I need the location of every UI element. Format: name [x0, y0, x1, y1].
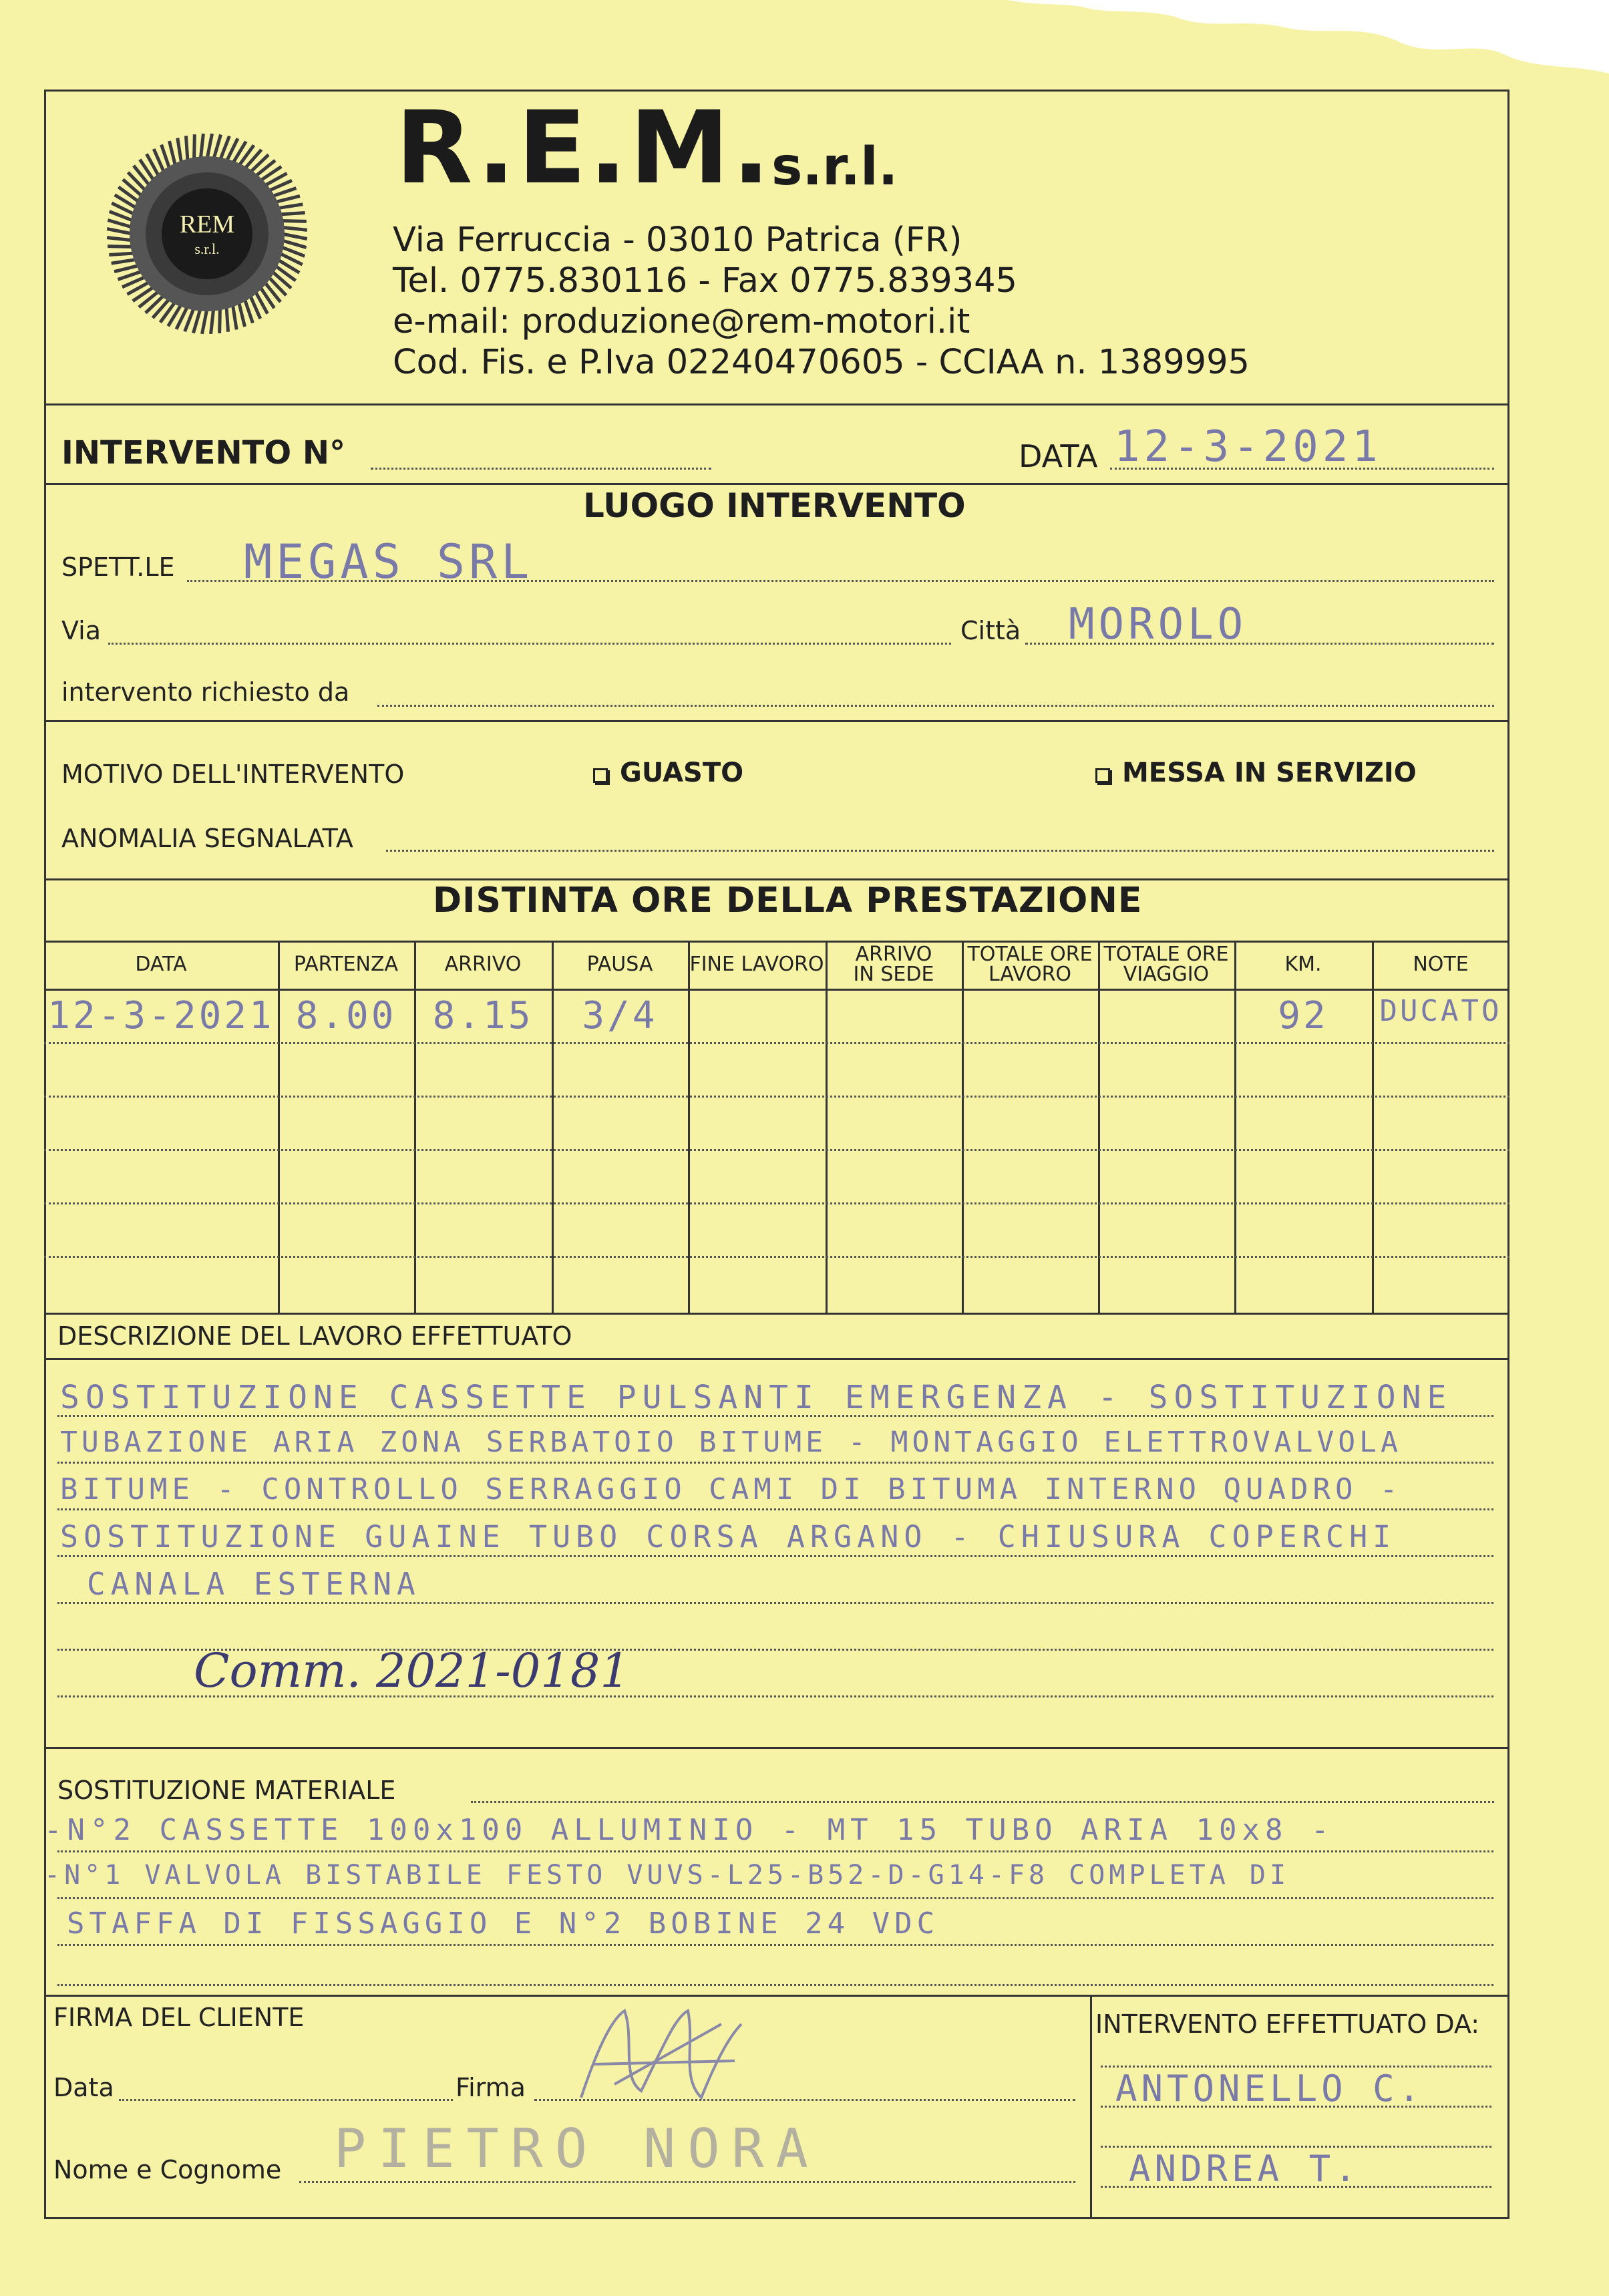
- logo-tooth: [186, 136, 188, 161]
- divider: [44, 720, 1509, 722]
- table-header-cell: TOTALE ORE LAVORO: [967, 943, 1093, 986]
- table-cell: 8.15: [432, 994, 534, 1037]
- divider: [44, 1995, 1509, 1997]
- messa-in-servizio-checkbox[interactable]: [1095, 758, 1417, 788]
- work-line-rule: [57, 1462, 1493, 1464]
- torn-corner: [1008, 0, 1609, 73]
- data-line: [119, 2099, 453, 2101]
- table-header-cell: ARRIVO: [444, 953, 522, 976]
- date-value: 12-3-2021: [1114, 422, 1382, 472]
- company-suffix: s.r.l.: [771, 137, 898, 197]
- signature-divider: [1090, 1995, 1092, 2219]
- logo-tooth: [282, 240, 307, 248]
- form-frame: [44, 90, 1509, 2219]
- company-email: e-mail: produzione@rem-motori.it: [393, 302, 970, 341]
- company-phone: Tel. 0775.830116 - Fax 0775.839345: [393, 261, 1017, 301]
- logo-tooth: [279, 212, 305, 214]
- via-line: [108, 643, 951, 645]
- citta-value: MOROLO: [1069, 600, 1248, 649]
- logo-tooth: [282, 234, 307, 238]
- logo-tooth: [107, 238, 132, 240]
- client-signature-scribble: [561, 1997, 755, 2111]
- anomaly-line: [386, 850, 1494, 852]
- intervention-number-label: INTERVENTO N°: [61, 434, 346, 472]
- materials-line-rule: [57, 1850, 1493, 1852]
- table-header-cell: TOTALE ORE VIAGGIO: [1103, 943, 1229, 986]
- anomaly-label: ANOMALIA SEGNALATA: [61, 824, 353, 853]
- logo-tooth: [202, 309, 207, 334]
- logo-tooth: [211, 309, 214, 334]
- logo-tooth: [107, 229, 132, 234]
- materials-line-rule: [57, 1897, 1493, 1899]
- company-address: Via Ferruccia - 03010 Patrica (FR): [393, 220, 962, 260]
- materials-line: STAFFA DI FISSAGGIO E N°2 BOBINE 24 VDC: [67, 1907, 940, 1941]
- work-line: SOSTITUZIONE GUAINE TUBO CORSA ARGANO - CHIUSURA COPERCHI: [60, 1519, 1397, 1554]
- materials-line-rule: [57, 1984, 1493, 1986]
- logo-text: REM: [179, 210, 235, 238]
- requested-by-line: [377, 705, 1494, 707]
- order-reference: Comm. 2021-0181: [194, 1643, 630, 1698]
- table-cell: 12-3-2021: [47, 994, 275, 1037]
- work-line-rule: [57, 1508, 1493, 1510]
- checkbox-icon: [593, 768, 608, 783]
- table-header-line: [44, 989, 1509, 991]
- work-line: CANALA ESTERNA: [87, 1566, 421, 1602]
- table-header-cell: ARRIVO IN SEDE: [853, 943, 934, 986]
- table-cell: 8.00: [295, 994, 397, 1037]
- via-label: Via: [61, 616, 102, 645]
- rem-logo-icon: [100, 127, 314, 341]
- work-line-rule: [57, 1602, 1493, 1604]
- spett-value: MEGAS SRL: [244, 534, 534, 589]
- logo-tooth: [214, 134, 221, 159]
- work-line-rule: [57, 1555, 1493, 1557]
- hours-title: DISTINTA ORE DELLA PRESTAZIONE: [433, 880, 1143, 921]
- company-tax: Cod. Fis. e P.Iva 02240470605 - CCIAA n. 1389995: [393, 343, 1250, 382]
- table-cell: DUCATO: [1379, 994, 1502, 1028]
- name-label: Nome e Cognome: [53, 2155, 282, 2184]
- table-header-cell: DATA: [135, 953, 187, 976]
- requested-by-label: intervento richiesto da: [61, 677, 350, 707]
- client-signature-label: FIRMA DEL CLIENTE: [53, 2003, 305, 2032]
- logo-tooth: [232, 304, 236, 329]
- table-header-cell: PARTENZA: [293, 953, 399, 976]
- logo-tooth: [193, 309, 200, 333]
- logo-tooth: [207, 134, 212, 159]
- logo-tooth: [194, 134, 195, 160]
- table-row-line: [44, 1096, 1509, 1098]
- technician: ANDREA T.: [1129, 2148, 1361, 2190]
- logo-tooth: [277, 204, 303, 208]
- client-name: PIETRO NORA: [334, 2118, 820, 2180]
- table-header-cell: NOTE: [1413, 953, 1469, 976]
- logo-tooth: [178, 138, 182, 164]
- logo-tooth: [112, 259, 137, 263]
- materials-label: SOSTITUZIONE MATERIALE: [57, 1776, 396, 1805]
- logo-sub: s.r.l.: [194, 240, 220, 257]
- logo-tooth: [109, 253, 134, 255]
- table-header-cell: FINE LAVORO: [689, 953, 824, 976]
- data-label: Data: [53, 2073, 114, 2102]
- spett-label: SPETT.LE: [61, 552, 175, 582]
- table-header-cell: KM.: [1284, 953, 1322, 976]
- logo-tooth: [108, 220, 132, 227]
- work-line: SOSTITUZIONE CASSETTE PULSANTI EMERGENZA - SOSTITUZIONE: [60, 1379, 1453, 1416]
- table-row-line: [44, 1202, 1509, 1204]
- company-name: R.E.M.: [395, 90, 773, 206]
- logo-tooth: [114, 265, 139, 271]
- citta-label: Città: [960, 616, 1021, 645]
- logo-tooth: [226, 306, 228, 331]
- logo-tooth: [238, 302, 244, 327]
- technician: ANTONELLO C.: [1115, 2068, 1425, 2110]
- divider: [44, 403, 1509, 405]
- performed-by-label: INTERVENTO EFFETTUATO DA:: [1095, 2009, 1480, 2039]
- location-section-title: LUOGO INTERVENTO: [583, 486, 966, 525]
- date-label: DATA: [1019, 438, 1098, 474]
- materials-line-rule: [471, 1801, 1494, 1803]
- firma-label: Firma: [456, 2073, 526, 2102]
- table-header-cell: PAUSA: [586, 953, 653, 976]
- logo-tooth: [200, 134, 203, 159]
- guasto-checkbox[interactable]: [593, 758, 743, 788]
- divider: [44, 1358, 1509, 1360]
- divider: [44, 1313, 1509, 1315]
- work-line: TUBAZIONE ARIA ZONA SERBATOIO BITUME - MONTAGGIO ELETTROVALVOLA: [60, 1426, 1402, 1459]
- work-label: DESCRIZIONE DEL LAVORO EFFETTUATO: [57, 1321, 572, 1351]
- work-line: BITUME - CONTROLLO SERRAGGIO CAMI DI BITUMA INTERNO QUADRO -: [60, 1472, 1403, 1506]
- reason-label: MOTIVO DELL'INTERVENTO: [61, 760, 405, 789]
- divider: [44, 483, 1509, 485]
- materials-line: -N°2 CASSETTE 100x100 ALLUMINIO - MT 15 TUBO ARIA 10x8 -: [44, 1813, 1334, 1847]
- divider: [44, 1747, 1509, 1749]
- checkbox-icon: [1095, 768, 1110, 783]
- materials-line: -N°1 VALVOLA BISTABILE FESTO VUVS-L25-B52-D-G14-F8 COMPLETA DI: [44, 1860, 1290, 1891]
- logo-tooth: [275, 196, 300, 202]
- logo-tooth: [169, 141, 175, 166]
- guasto-label: GUASTO: [620, 758, 744, 788]
- intervention-number-line: [371, 468, 711, 470]
- materials-line-rule: [57, 1944, 1493, 1946]
- messa-label: MESSA IN SERVIZIO: [1122, 758, 1417, 788]
- table-row-line: [44, 1149, 1509, 1151]
- table-cell: 92: [1278, 994, 1328, 1037]
- logo-tooth: [282, 227, 307, 230]
- logo-tooth: [281, 221, 307, 222]
- table-row-line: [44, 1256, 1509, 1258]
- name-line: [299, 2181, 1075, 2183]
- table-cell: 3/4: [582, 994, 658, 1037]
- table-row-line: [44, 1042, 1509, 1044]
